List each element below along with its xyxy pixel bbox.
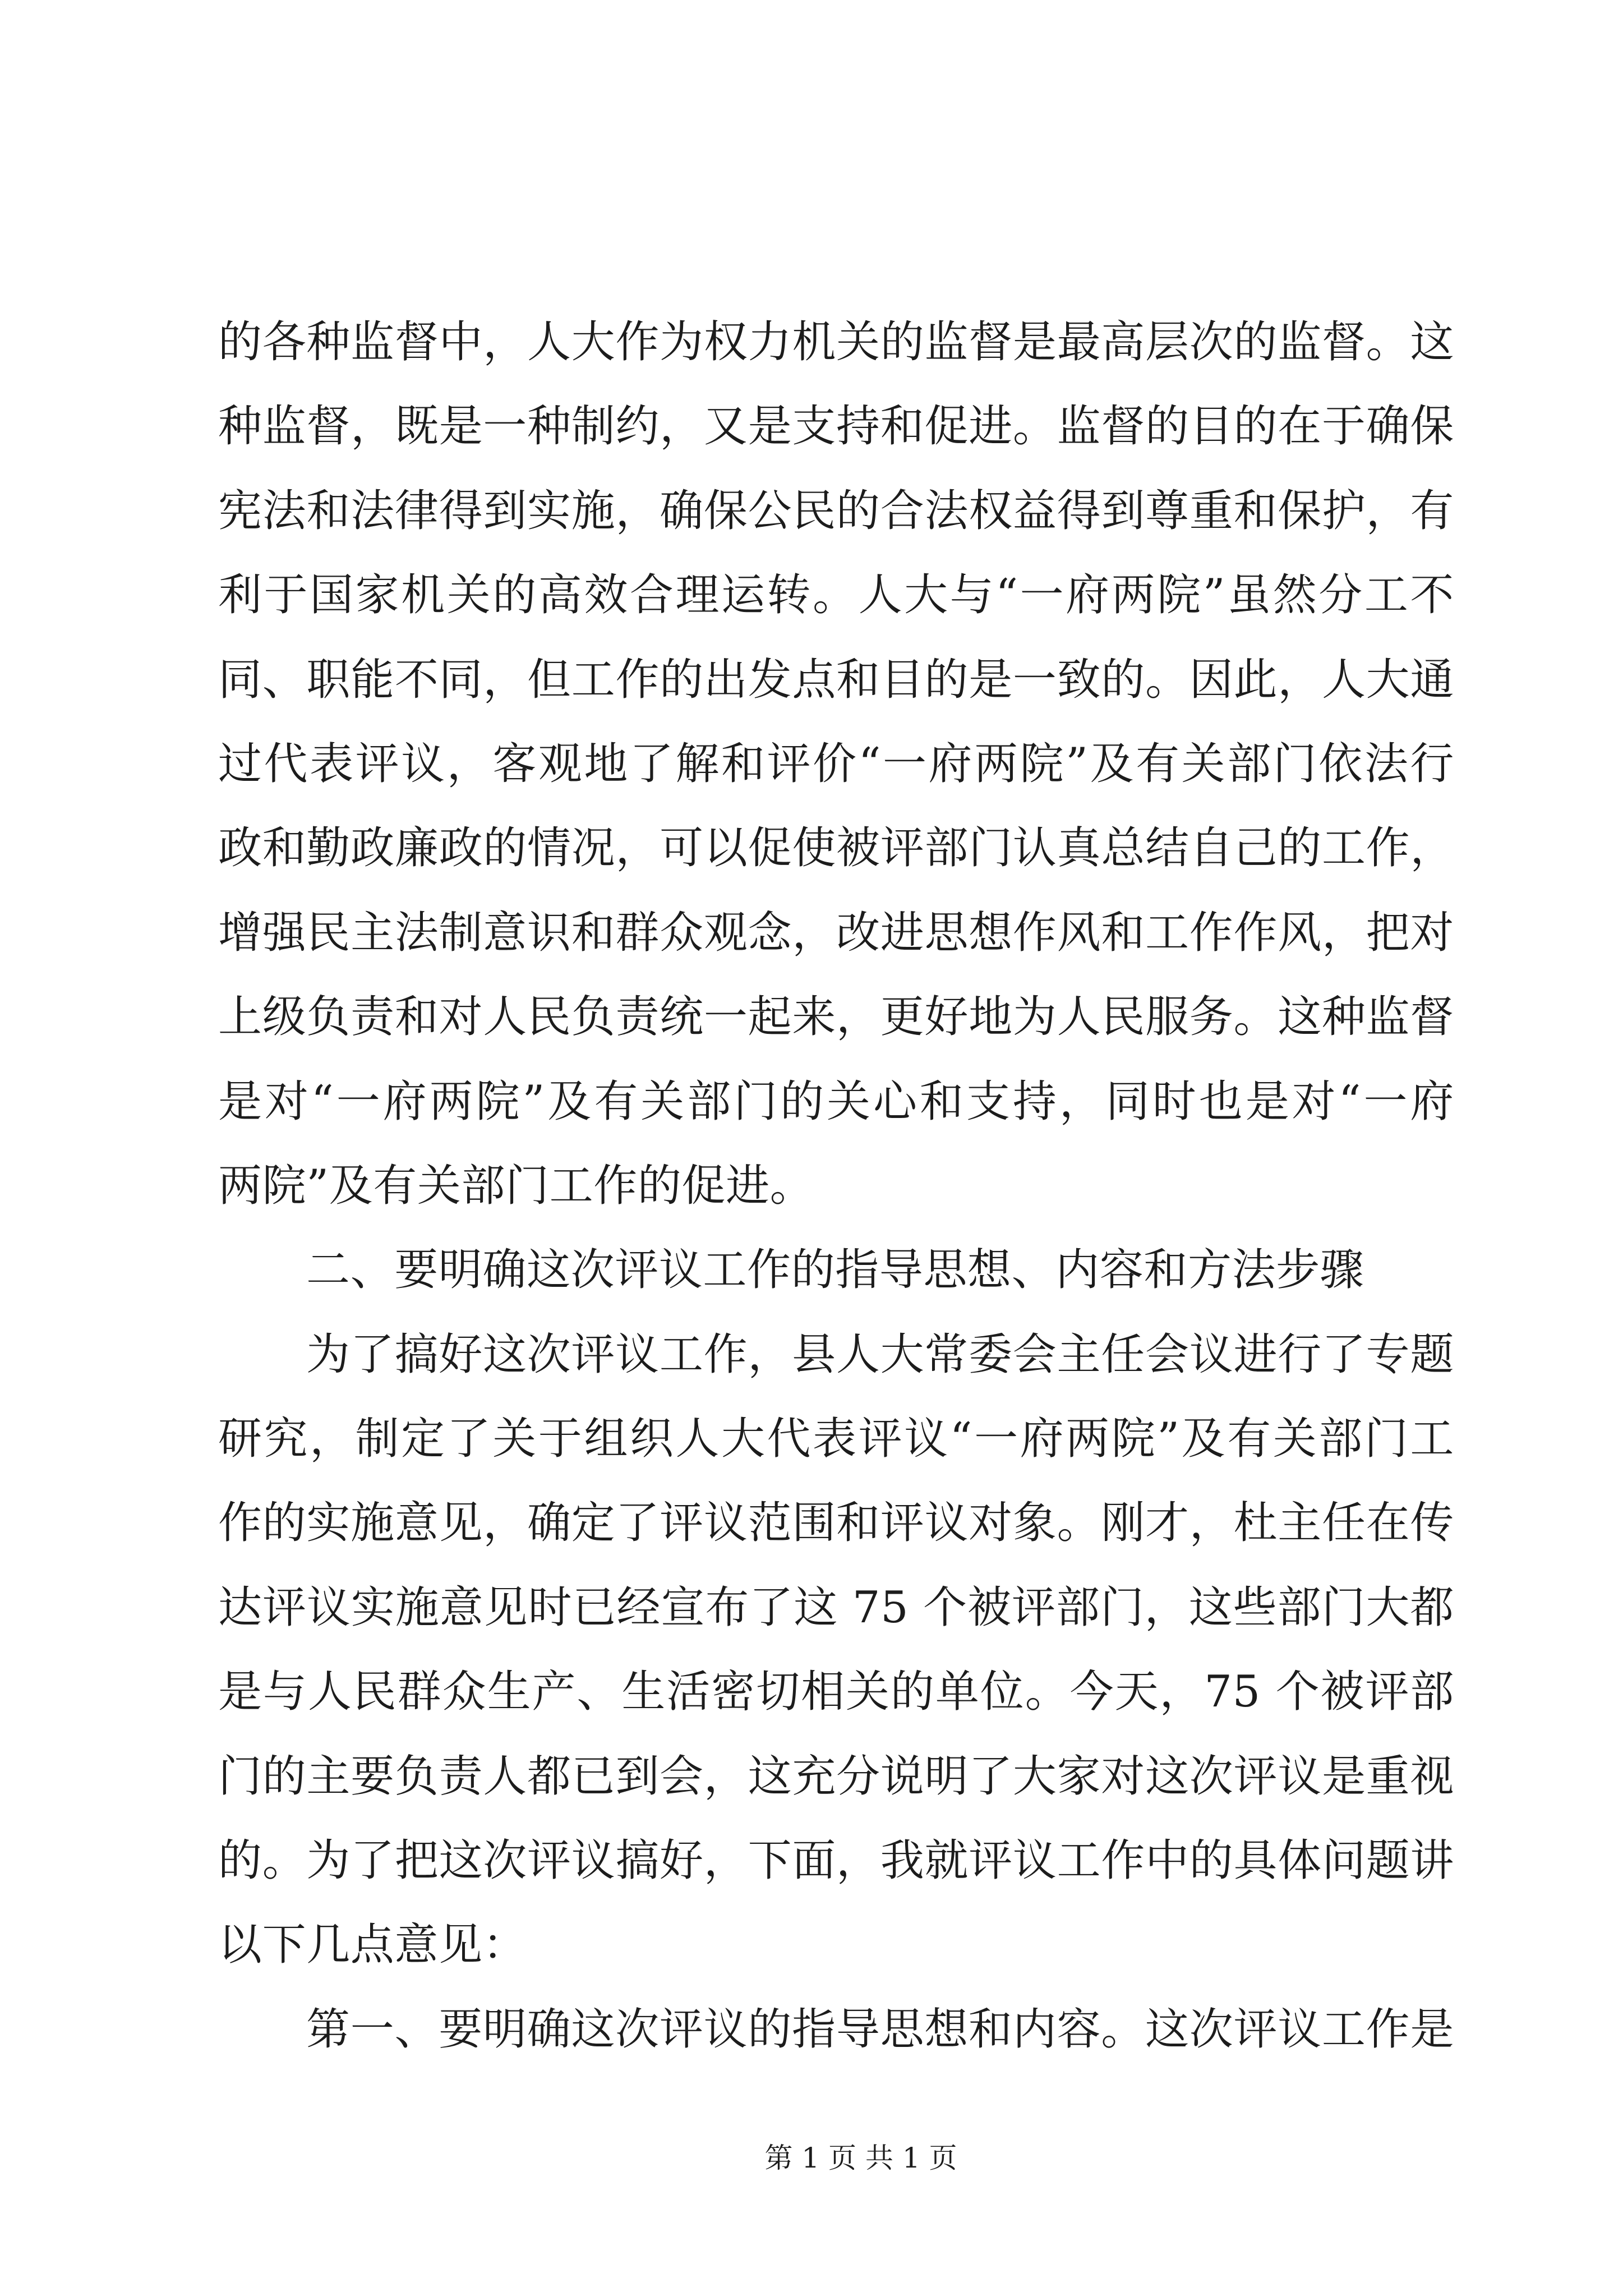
text-line: 是与人民群众生产、生活密切相关的单位。今天，75 个被评部 [218, 1667, 1454, 1718]
text-line: 增强民主法制意识和群众观念，改进思想作风和工作作风，把对 [218, 907, 1454, 958]
text-line: 上级负责和对人民负责统一起来，更好地为人民服务。这种监督 [218, 992, 1454, 1043]
text-line: 的各种监督中，人大作为权力机关的监督是最高层次的监督。这 [218, 317, 1454, 367]
text-line: 政和勤政廉政的情况，可以促使被评部门认真总结自己的工作， [218, 823, 1454, 874]
text-line: 第一、要明确这次评议的指导思想和内容。这次评议工作是 [306, 2004, 1454, 2055]
text-line: 研究，制定了关于组织人大代表评议“一府两院”及有关部门工 [218, 1414, 1454, 1465]
page-footer: 第 1 页 共 1 页 [764, 2142, 957, 2174]
text-line: 为了搞好这次评议工作，县人大常委会主任会议进行了专题 [306, 1329, 1454, 1380]
text-line: 宪法和法律得到实施，确保公民的合法权益得到尊重和保护，有 [218, 485, 1454, 536]
text-line: 两院”及有关部门工作的促进。 [218, 1160, 814, 1211]
text-line: 同、职能不同，但工作的出发点和目的是一致的。因此，人大通 [218, 654, 1454, 705]
text-line: 作的实施意见，确定了评议范围和评议对象。刚才，杜主任在传 [218, 1498, 1454, 1549]
text-line: 以下几点意见： [218, 1920, 527, 1971]
section-heading: 二、要明确这次评议工作的指导思想、内容和方法步骤 [306, 1245, 1364, 1296]
body-text [218, 300, 1454, 2072]
text-line: 是对“一府两院”及有关部门的关心和支持，同时也是对“一府 [218, 1076, 1454, 1127]
text-line: 种监督，既是一种制约，又是支持和促进。监督的目的在于确保 [218, 401, 1454, 452]
text-line: 过代表评议，客观地了解和评价“一府两院”及有关部门依法行 [218, 738, 1454, 789]
text-line: 达评议实施意见时已经宣布了这 75 个被评部门，这些部门大都 [218, 1582, 1454, 1633]
text-line: 利于国家机关的高效合理运转。人大与“一府两院”虽然分工不 [218, 570, 1454, 621]
text-line: 的。为了把这次评议搞好，下面，我就评议工作中的具体问题讲 [218, 1835, 1454, 1887]
text-line: 门的主要负责人都已到会，这充分说明了大家对这次评议是重视 [218, 1751, 1454, 1802]
